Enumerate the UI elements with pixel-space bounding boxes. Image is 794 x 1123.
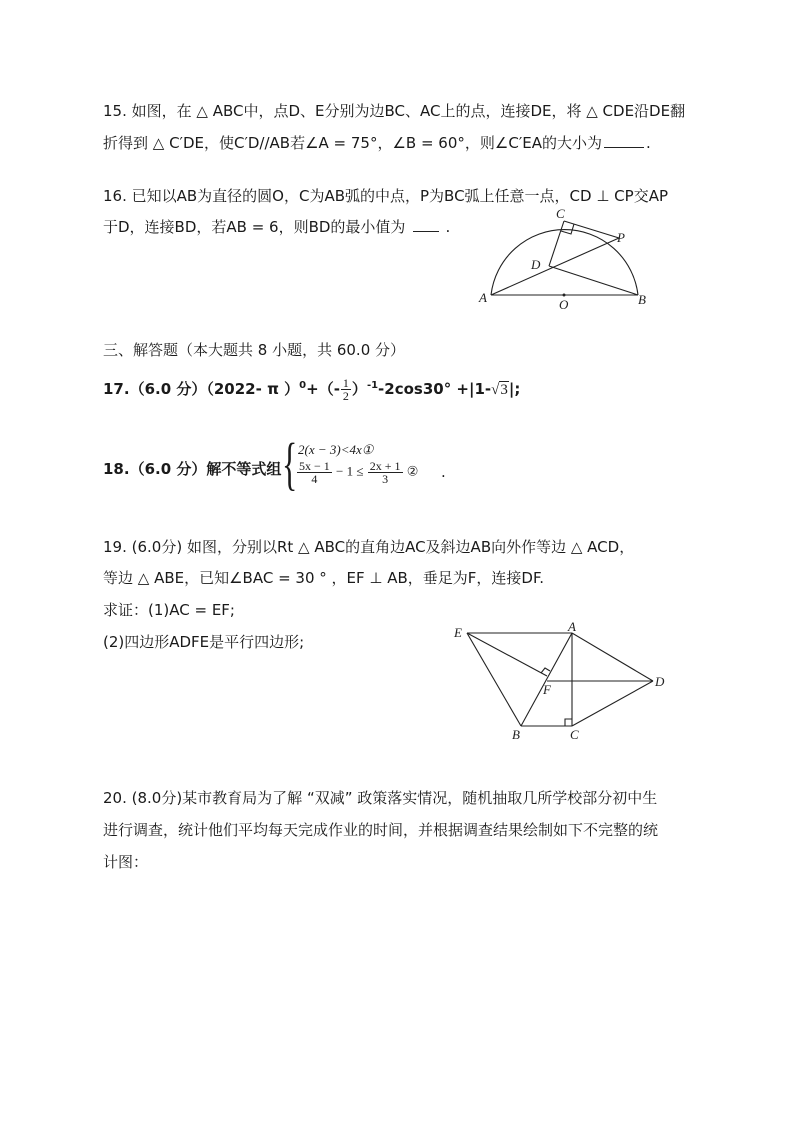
q18-frac1 (297, 460, 332, 485)
q17-expression (103, 376, 520, 402)
label-c: C (556, 206, 565, 221)
q16-end: . (445, 218, 451, 236)
q17-sqrt: √3 (491, 382, 508, 398)
q16-line1: 16. 已知以AB为直径的圆O，C为AB弧的中点，P为BC弧上任意一点，CD ⊥ CP交AP (103, 187, 669, 205)
q15-answer-blank (604, 147, 644, 148)
q17-frac-den: 2 (342, 389, 349, 403)
label-a: A (568, 620, 576, 634)
label-p: P (617, 230, 625, 245)
label-o: O (559, 297, 569, 312)
label-d: D (531, 257, 541, 272)
label-e: E (454, 625, 462, 640)
q16-line2 (103, 217, 450, 237)
q15-line2-text: 折得到 △ C′DE，使C′D//AB若∠A = 75°，∠B = 60°，则∠C′EA的大小为 (103, 134, 602, 152)
q17-fraction (341, 377, 351, 402)
q19-quadrilateral-figure (450, 620, 675, 745)
section3-title: 三、解答题（本大题共 8 小题，共 60.0 分） (103, 341, 406, 359)
q17-sqrt-radicand: 3 (500, 382, 508, 398)
q15-end: . (645, 134, 651, 152)
segment-dc (572, 681, 653, 726)
q19-line2: 等边 △ ABE，已知∠BAC = 30 ° ，EF ⊥ AB，垂足为F，连接DF. (103, 569, 544, 587)
q18-frac2 (368, 460, 403, 485)
label-b: B (512, 727, 520, 742)
right-angle-mark-f (541, 668, 550, 673)
q18-prefix (103, 459, 281, 479)
q16-line2-text: 于D，连接BD，若AB = 6，则BD的最小值为 (103, 218, 406, 236)
q17-plus: +（- (306, 380, 340, 398)
q19-line1: 19. (6.0分) 如图，分别以Rt △ ABC的直角边AC及斜边AB向外作等边 △ ACD， (103, 538, 635, 556)
segment-cd (549, 221, 564, 266)
q17-prefix: 17.（6.0 分）（2022- π ） (103, 380, 300, 398)
q17-frac-num: 1 (342, 376, 349, 390)
q16-answer-blank (413, 231, 439, 232)
q19-line4: (2)四边形ADFE是平行四边形; (103, 633, 305, 651)
segment-bd (549, 266, 638, 295)
q18-end: . (441, 463, 446, 481)
segment-ab (521, 633, 572, 726)
q19-line3: 求证：(1)AC = EF; (103, 601, 235, 619)
q18-prefix-text: 18.（6.0 分）解不等式组 (103, 460, 282, 478)
q18-frac1-den: 4 (311, 472, 318, 486)
q17-suffix: |; (508, 380, 521, 398)
q17-after: ） (351, 380, 367, 398)
q18-eq2 (296, 460, 418, 485)
label-a: A (479, 290, 487, 305)
q15-line1: 15. 如图，在 △ ABC中，点D、E分别为边BC、AC上的点，连接DE，将 △ CDE沿DE翻 (103, 102, 686, 120)
q18-frac2-den: 3 (382, 472, 389, 486)
q18-frac1-num: 5x − 1 (299, 459, 330, 473)
label-b: B (638, 292, 646, 307)
q16-semicircle-figure (470, 205, 660, 315)
label-c: C (570, 727, 579, 742)
q15-line2 (103, 133, 651, 153)
label-f: F (543, 682, 551, 697)
q18-brace: { (282, 431, 298, 496)
label-d: D (655, 674, 665, 689)
q18-eq2-mid: − 1 ≤ (336, 463, 364, 479)
q18-eq1: 2(x − 3)<4x① (298, 442, 374, 457)
q17-exp0: 0 (299, 380, 307, 391)
q18-frac2-num: 2x + 1 (369, 459, 401, 473)
q18-inequality-system (282, 431, 452, 496)
q18-eq2-mark: ② (406, 463, 419, 479)
right-angle-mark-c (565, 719, 572, 726)
q20-line1: 20. (8.0分)某市教育局为了解 “双减” 政策落实情况，随机抽取几所学校部分初中生 (103, 789, 658, 807)
q20-line3: 计图： (103, 853, 149, 871)
segment-ad (572, 633, 653, 681)
q17-exp1: -1 (366, 380, 379, 391)
q20-line2: 进行调查，统计他们平均每天完成作业的时间，并根据调查结果绘制如下不完整的统 (103, 821, 659, 839)
q17-mid: -2cos30° +|1- (378, 380, 492, 398)
